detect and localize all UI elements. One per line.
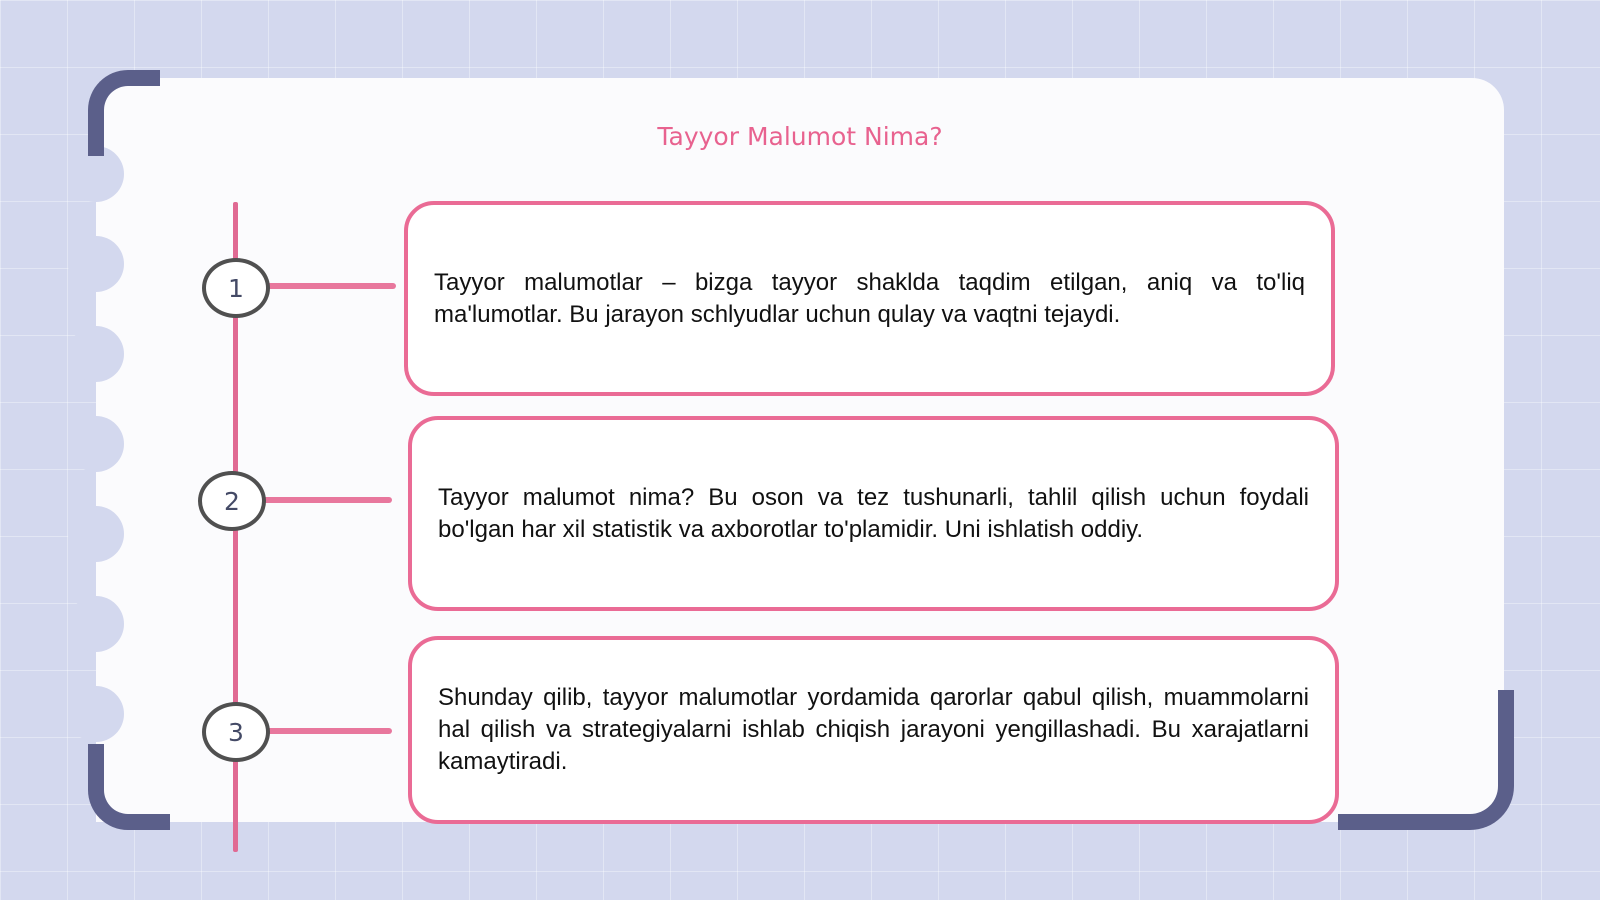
corner-bracket-top-left [88, 70, 160, 156]
node-number: 3 [228, 717, 244, 747]
timeline-connector-3 [264, 728, 392, 734]
text-box-content: Shunday qilib, tayyor malumotlar yordamida qarorlar qabul qilish, muammolarni hal qilish va strategiyalarni ishlab chiqish jarayoni yengillashadi. Bu xarajatlarni kamaytiradi. [438, 684, 1309, 775]
card-scallop [68, 326, 124, 382]
timeline-node-2 [198, 471, 266, 531]
timeline-connector-1 [264, 283, 396, 289]
page-title: Tayyor Malumot Nima? [657, 122, 943, 151]
corner-bracket-bottom-left [88, 744, 170, 830]
card-scallop [68, 686, 124, 742]
text-box-content: Tayyor malumotlar – bizga tayyor shaklda taqdim etilgan, aniq va to'liq ma'lumotlar. Bu jarayon schlyudlar uchun qulay va vaqtni tejaydi. [434, 268, 1305, 328]
timeline-node-1 [202, 258, 270, 318]
corner-bracket-bottom-right [1338, 690, 1514, 830]
card-scallop [68, 416, 124, 472]
node-number: 1 [228, 273, 244, 303]
card-scallop [68, 506, 124, 562]
card-scallop [68, 236, 124, 292]
text-box-2 [408, 416, 1339, 611]
text-box-content: Tayyor malumot nima? Bu oson va tez tushunarli, tahlil qilish uchun foydali bo'lgan har xil statistik va axborotlar to'plamidir. Uni ishlatish oddiy. [438, 483, 1309, 543]
card-scallop [68, 596, 124, 652]
timeline-connector-2 [260, 497, 392, 503]
text-box-3 [408, 636, 1339, 824]
text-box-1 [404, 201, 1335, 396]
timeline-node-3 [202, 702, 270, 762]
node-number: 2 [224, 486, 240, 516]
